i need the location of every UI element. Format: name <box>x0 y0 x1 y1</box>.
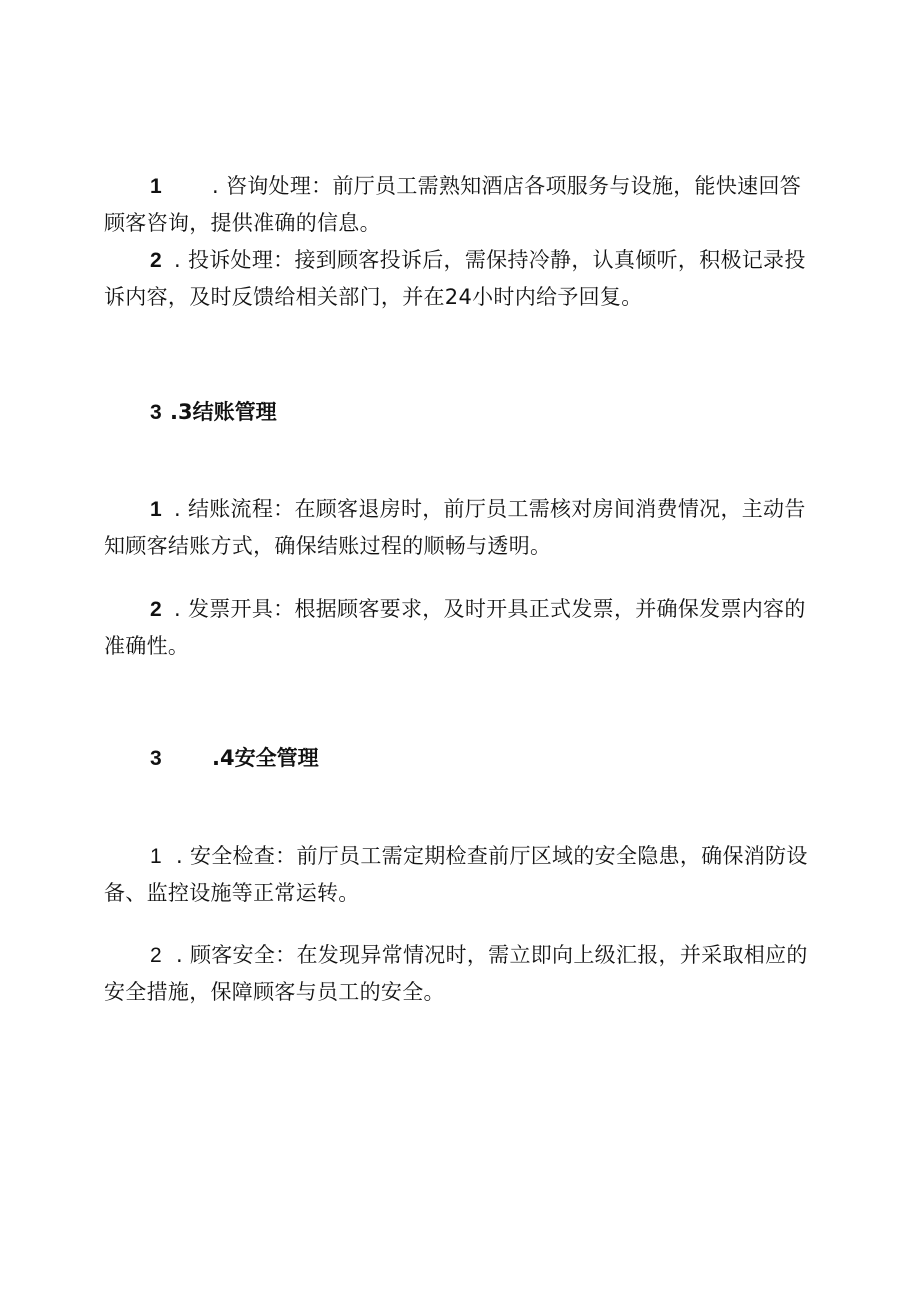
customer-safety-item-2 <box>104 937 816 1011</box>
complaint-item-2 <box>104 242 816 316</box>
list-number: 1 <box>150 175 162 198</box>
heading-number: 3 <box>150 747 162 770</box>
list-number: 2 <box>150 944 162 967</box>
paragraph-text: . 发票开具：根据顾客要求，及时开具正式发票，并确保发票内容的准确性。 <box>104 597 806 658</box>
invoice-item-2 <box>104 591 816 665</box>
list-number: 1 <box>150 845 162 868</box>
paragraph-text: . 顾客安全：在发现异常情况时，需立即向上级汇报，并采取相应的安全措施，保障顾客与员工的安全。 <box>104 943 808 1004</box>
paragraph-text: . 投诉处理：接到顾客投诉后，需保持冷静，认真倾听，积极记录投诉内容，及时反馈给相关部门，并在24小时内给予回复。 <box>104 248 806 309</box>
list-number: 2 <box>150 249 162 272</box>
section-heading-safety <box>150 743 319 774</box>
heading-number: 3 <box>150 401 162 424</box>
paragraph-text: . 结账流程：在顾客退房时，前厅员工需核对房间消费情况，主动告知顾客结账方式，确保结账过程的顺畅与透明。 <box>104 497 806 558</box>
safety-check-item-1 <box>104 838 816 912</box>
list-number: 2 <box>150 598 162 621</box>
heading-text: .3结账管理 <box>170 400 277 424</box>
section-heading-checkout <box>150 397 277 428</box>
list-number: 1 <box>150 498 162 521</box>
consult-item-1 <box>104 168 816 242</box>
checkout-item-1 <box>104 491 816 565</box>
heading-text: .4安全管理 <box>212 746 319 770</box>
paragraph-text: . 咨询处理：前厅员工需熟知酒店各项服务与设施，能快速回答顾客咨询，提供准确的信息。 <box>104 174 802 235</box>
paragraph-text: . 安全检查：前厅员工需定期检查前厅区域的安全隐患，确保消防设备、监控设施等正常运转。 <box>104 844 808 905</box>
